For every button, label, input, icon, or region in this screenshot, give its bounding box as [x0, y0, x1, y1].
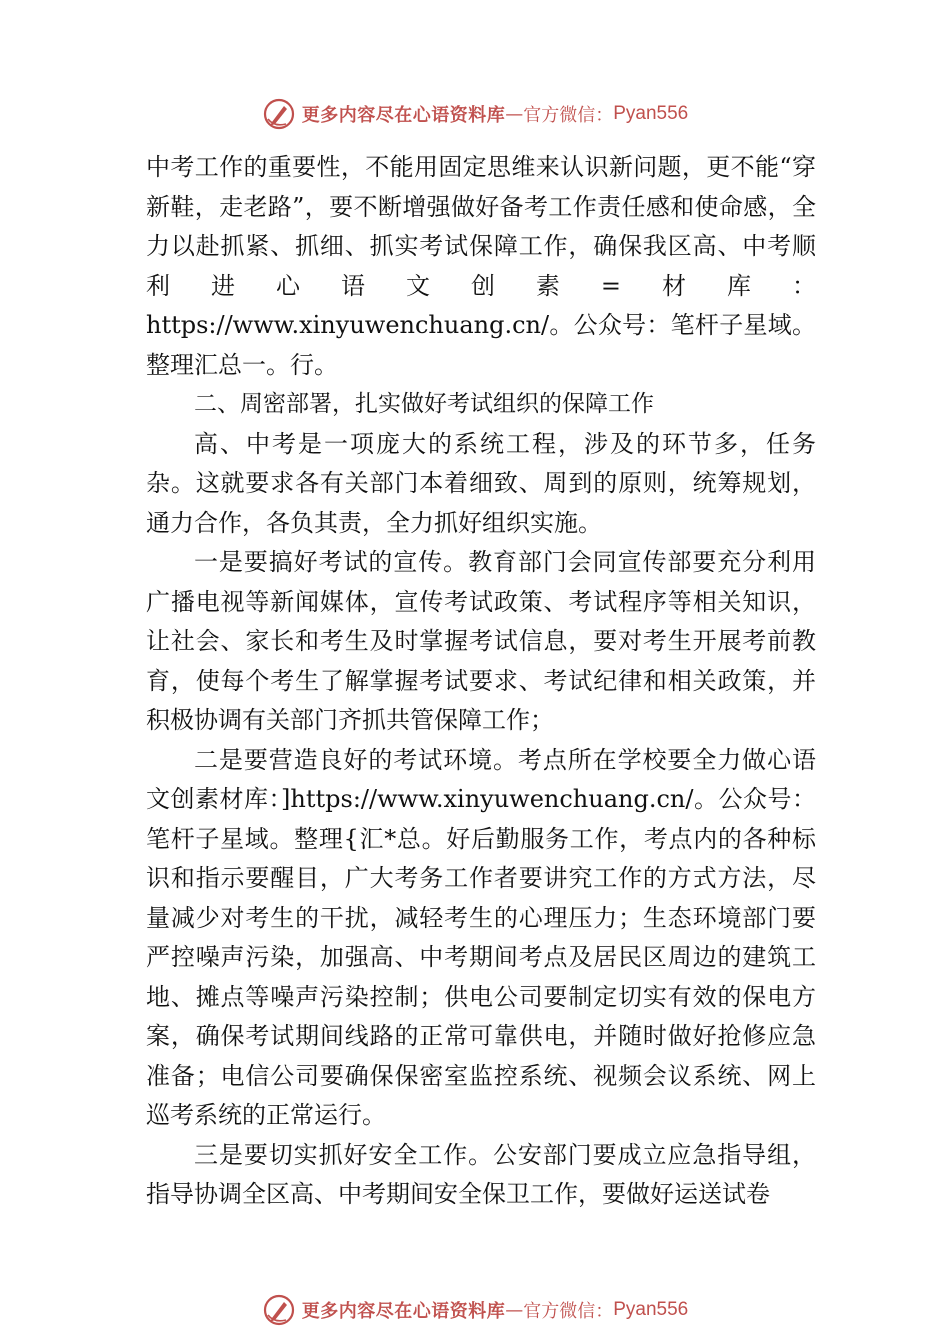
footer-banner: [0, 1290, 950, 1330]
banner-wechat-label: 官方微信：: [523, 1301, 614, 1322]
banner-brand: 更多内容尽在心语资料库: [301, 1301, 506, 1322]
banner-brand: 更多内容尽在心语资料库: [301, 105, 506, 126]
paragraph-2: 高、中考是一项庞大的系统工程，涉及的环节多，任务杂。这就要求各有关部门本着细致、周到的原则，统筹规划，通力合作，各负其责，全力抓好组织实施。: [146, 429, 816, 537]
banner-separator: —: [505, 103, 524, 125]
paragraph-1: 中考工作的重要性，不能用固定思维来认识新问题，更不能“穿新鞋，走老路”，要不断增强做好备考工作责任感和使命感，全力以赴抓紧、抓细、抓实考试保障工作，确保我区高、中考顺利进心语文创素=材库：https://www.xinyuwenchuang.cn/。公众号：笔杆子星域。整理汇总一。行。: [146, 153, 816, 379]
paragraph-4: 二是要营造良好的考试环境。考点所在学校要全力做心语文创素材库：]https://www.xinyuwenchuang.cn/。公众号：笔杆子星域。整理{汇*总。好后勤服务工作，考点内的各种标识和指示要醒目，广大考务工作者要讲究工作的方式方法，尽量减少对考生的干扰，减轻考生的心理压力；生态环境部门要严控噪声污染，加强高、中考期间考点及居民区周边的建筑工地、摊点等噪声污染控制；供电公司要制定切实有效的保电方案，确保考试期间线路的正常可靠供电，并随时做好抢修应急准备；电信公司要确保保密室监控系统、视频会议系统、网上巡考系统的正常运行。: [146, 745, 816, 1129]
banner-wechat-label: 官方微信：: [523, 105, 614, 126]
paragraph-3: 一是要搞好考试的宣传。教育部门会同宣传部要充分利用广播电视等新闻媒体，宣传考试政策、考试程序等相关知识，让社会、家长和考生及时掌握考试信息，要对考生开展考前教育，使每个考生了解掌握考试要求、考试纪律和相关政策，并积极协调有关部门齐抓共管保障工作；: [146, 548, 816, 734]
header-banner: [0, 94, 950, 134]
section-heading-2: 二、周密部署，扎实做好考试组织的保障工作: [194, 391, 654, 417]
pen-logo-icon: [262, 97, 296, 131]
banner-wechat-id: Pyan556: [613, 103, 689, 124]
paragraph-5: 三是要切实抓好安全工作。公安部门要成立应急指导组，指导协调全区高、中考期间安全保卫工作，要做好运送试卷: [146, 1140, 816, 1208]
banner-separator: —: [505, 1299, 524, 1321]
pen-logo-icon: [262, 1293, 296, 1327]
document-body: [146, 148, 816, 1215]
banner-wechat-id: Pyan556: [613, 1299, 689, 1320]
